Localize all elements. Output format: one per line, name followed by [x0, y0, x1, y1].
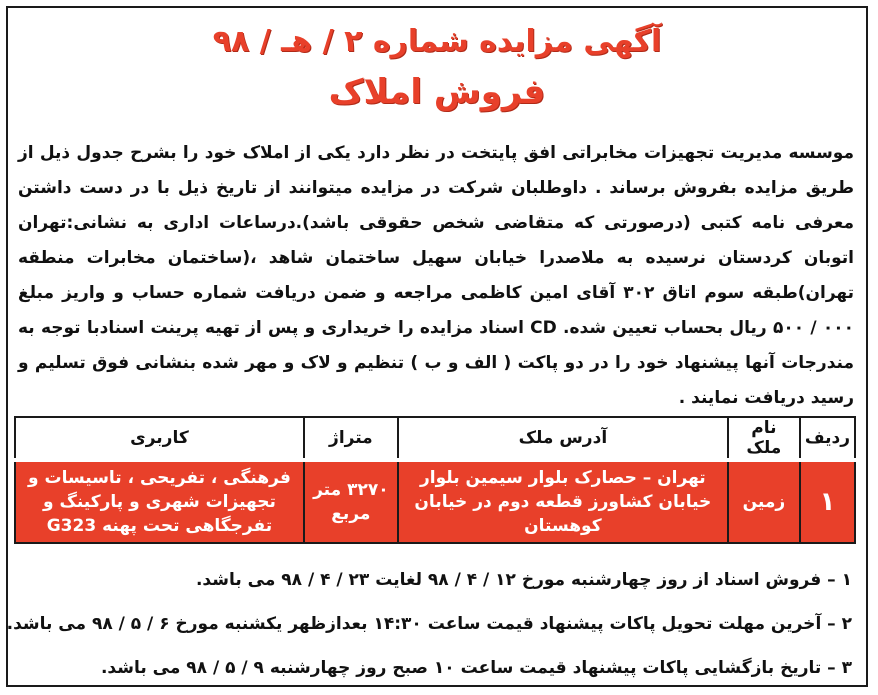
header-usage: کاربری [15, 417, 304, 460]
table-header-row [15, 417, 855, 460]
auction-notice [6, 6, 868, 687]
header-address: آدرس ملک [398, 417, 728, 460]
cell-address: تهران – حصارک بلوار سیمین بلوار خیابان کشاورز قطعه دوم در خیابان کوهستان [398, 460, 728, 543]
notes-list [6, 558, 852, 690]
note-item: ۲ – آخرین مهلت تحویل پاکات پیشنهاد قیمت ساعت ۱۴:۳۰ بعدازظهر یکشنبه مورخ ۶ / ۵ / ۹۸ می باشد. [6, 614, 852, 634]
table-row [15, 460, 855, 543]
header-area: متراژ [304, 417, 398, 460]
cell-property-name: زمین [728, 460, 800, 543]
notice-title: آگهی مزایده شماره ۲ / هـ / ۹۸ [212, 24, 662, 59]
intro-paragraph: موسسه مدیریت تجهیزات مخابراتی افق پایتخت در نظر دارد یکی از املاک خود را بشرح جدول ذیل از طریق مزایده بفروش برساند . داوطلبان شرکت در مزایده میتوانند از تاریخ ذیل با در دست داشتن معرفی نامه کتبی (درصورتی که متقاضی شخص حقوقی باشد).درساعات اداری به نشانی:تهران اتوبان کردستان نرسیده به ملاصدرا خیابان سهیل ساختمان شاهد ،(ساختمان مخابرات منطقه تهران)طبقه سوم اتاق ۳۰۲ آقای امین کاظمی مراجعه و ضمن دریافت شماره حساب و واریز مبلغ ۰۰۰ / ۵۰۰ ریال بحساب تعیین شده. CD اسناد مزایده را خریداری و پس از تهیه پرینت اسنادبا توجه به مندرجات آنها پیشنهاد خود را در دو پاکت ( الف و ب ) تنظیم و لاک و مهر شده بنشانی فوق تسلیم و رسید دریافت نمایند . [18, 143, 855, 408]
cell-area: ۳۲۷۰ متر مربع [304, 460, 398, 543]
cell-row-number: ۱ [800, 460, 855, 543]
notice-subtitle: فروش املاک [328, 72, 546, 112]
header-row-number: ردیف [800, 417, 855, 460]
note-item: ۳ – تاریخ بازگشایی پاکات پیشنهاد قیمت ساعت ۱۰ صبح روز چهارشنبه ۹ / ۵ / ۹۸ می باشد. [100, 658, 852, 678]
cell-usage: فرهنگی ، تفریحی ، تاسیسات و تجهیزات شهری و پارکینگ و تفرجگاهی تحت پهنه G323 [15, 460, 304, 543]
property-table [14, 416, 856, 544]
note-item: ۱ – فروش اسناد از روز چهارشنبه مورخ ۱۲ / ۴ / ۹۸ لغایت ۲۳ / ۴ / ۹۸ می باشد. [195, 570, 852, 590]
header-property-name: نام ملک [728, 417, 800, 460]
